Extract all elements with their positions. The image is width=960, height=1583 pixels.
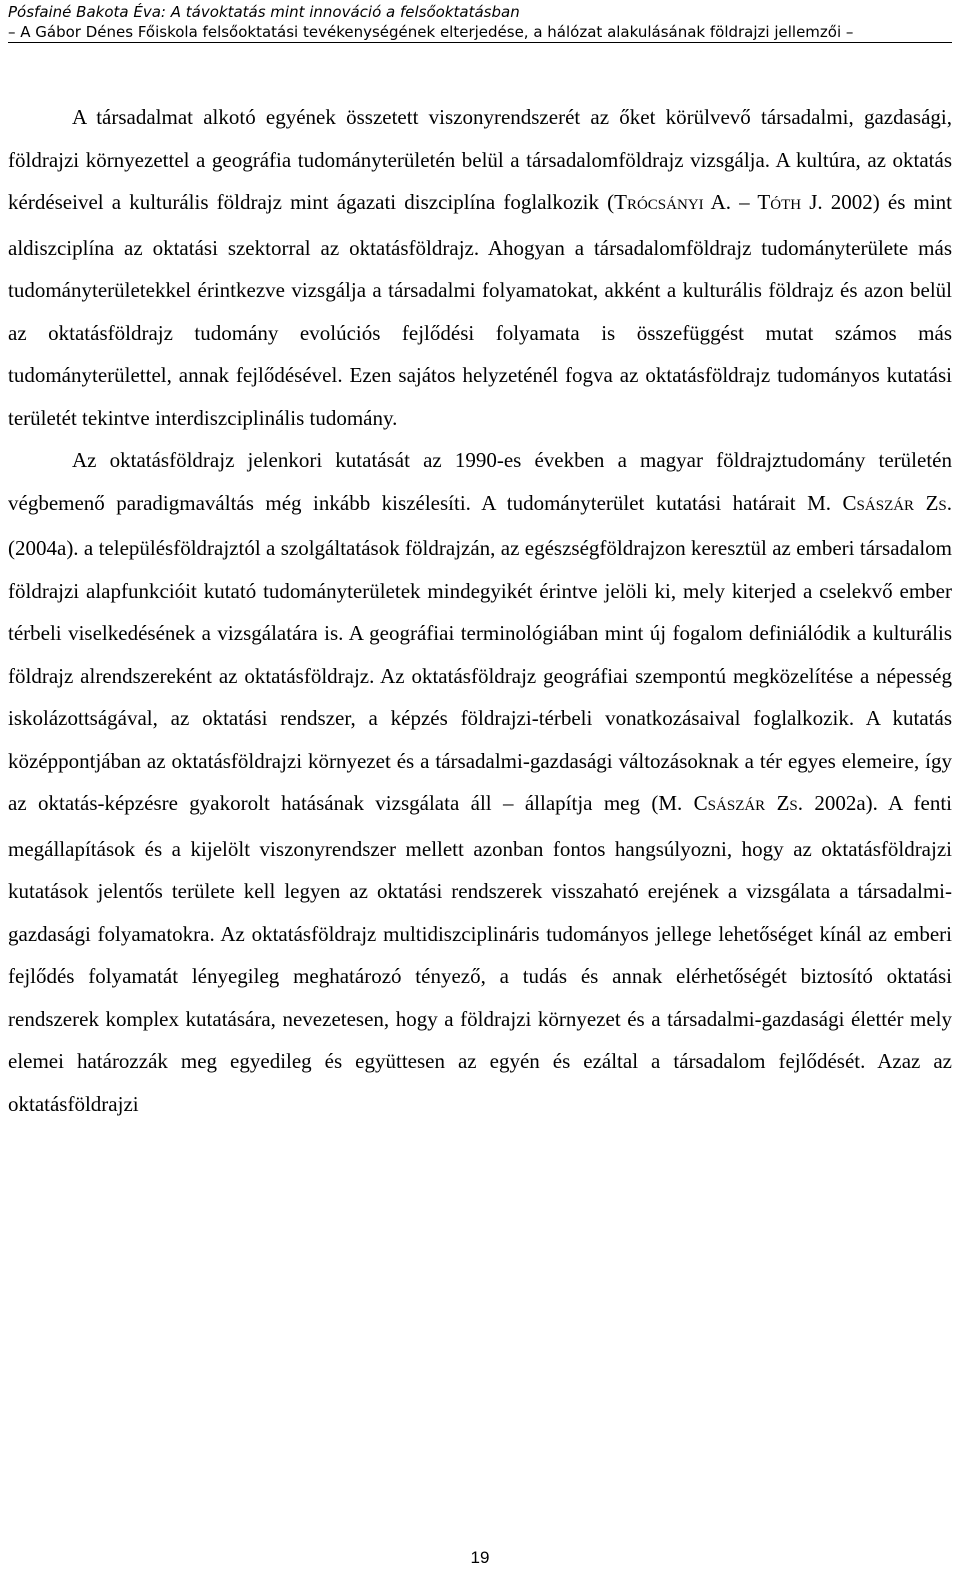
paragraph-1 xyxy=(8,96,952,439)
header-author-title: Pósfainé Bakota Éva: A távoktatás mint innováció a felsőoktatásban xyxy=(8,3,520,21)
text-run: Z xyxy=(914,490,939,515)
paragraph-2 xyxy=(8,439,952,1125)
text-run: A társadalmat alkotó egyének összetett viszonyrendszerét az őket körülvevő társadalmi, gazdasági, földrajzi környezettel a geográfia tudományterületén belül a társadalomföldrajz vizsgálja. A kultúra, az oktatás kérdéseivel a kulturális földrajz mint ágazati diszciplína foglalkozik (T xyxy=(8,105,952,214)
small-caps-run: RÓCSÁNYI xyxy=(626,197,704,213)
small-caps-run: SÁSZÁR xyxy=(707,798,766,814)
text-run: Z xyxy=(765,791,790,815)
text-run: . 2002a). A fenti megállapítások és a kijelölt viszonyrendszer mellett azonban fontos hangsúlyozni, hogy az oktatásföldrajzi kutatások jelentős területe kell legyen az oktatási rendszerek visszaható erejének a vizsgálata a társadalmi-gazdasági folyamatokra. Az oktatásföldrajz multidiszciplináris tudományos jellege lehetőséget kínál az emberi fejlődés folyamatát lényegileg meghatározó tényező, a tudás és annak elérhetőségét biztosító oktatási rendszerek komplex kutatására, nevezetesen, hogy a földrajzi környezet és a társadalmi-gazdasági élettér mely elemei határozzák meg egyedileg és együttesen az egyén és ezáltal a társadalom fejlődését. Azaz az oktatásföldrajzi xyxy=(8,791,952,1116)
text-run: A. – T xyxy=(703,190,771,214)
text-run: Az oktatásföldrajz jelenkori kutatását az 1990-es években a magyar földrajztudomány területén végbemenő paradigmaváltás még inkább kiszélesíti. A tudományterület kutatási határait M. C xyxy=(8,448,952,515)
running-header xyxy=(8,2,952,43)
small-caps-run: SÁSZÁR xyxy=(856,497,915,514)
small-caps-run: S xyxy=(938,497,947,514)
small-caps-run: ÓTH xyxy=(770,197,802,213)
main-text xyxy=(8,96,952,1125)
text-run: . (2004a). a településföldrajztól a szolgáltatások földrajzán, az egészségföldrajzon keresztül az emberi társadalom földrajzi alapfunkcióit kutató tudományterületek mindegyikét érintve jelöli ki, mely kiterjed a cselekvő ember térbeli viselkedésének a vizsgálatára is. A geográfiai terminológiában mint új fogalom definiálódik a kulturális földrajz alrendszereként az oktatásföldrajz. Az oktatásföldrajz geográfiai szempontú megközelítése a népesség iskolázottságával, az oktatási rendszer, a képzés földrajzi-térbeli vonatkozásaival foglalkozik. A kutatás középpontjában az oktatásföldrajzi környezet és a társadalmi-gazdasági változásoknak a tér egyes elemeire, így az oktatás-képzésre gyakorolt hatásának vizsgálata áll – állapítja meg (M. C xyxy=(8,490,952,815)
page-number: 19 xyxy=(470,1548,490,1567)
text-run: J. 2002) és mint aldiszciplína az oktatási szektorral az oktatásföldrajz. Ahogyan a társadalomföldrajz tudományterülete más tudományterületekkel érintkezve vizsgálja a társadalmi folyamatokat, akként a kulturális földrajz és azon belül az oktatásföldrajz tudomány evolúciós fejlődési folyamata is összefüggést mutat számos más tudományterülettel, annak fejlődésével. Ezen sajátos helyzeténél fogva az oktatásföldrajz tudományos kutatási területét tekintve interdiszciplinális tudomány. xyxy=(8,190,952,430)
small-caps-run: S xyxy=(789,798,798,814)
header-subtitle: – A Gábor Dénes Főiskola felsőoktatási tevékenységének elterjedése, a hálózat alakulásának földrajzi jellemzői – xyxy=(8,22,952,43)
